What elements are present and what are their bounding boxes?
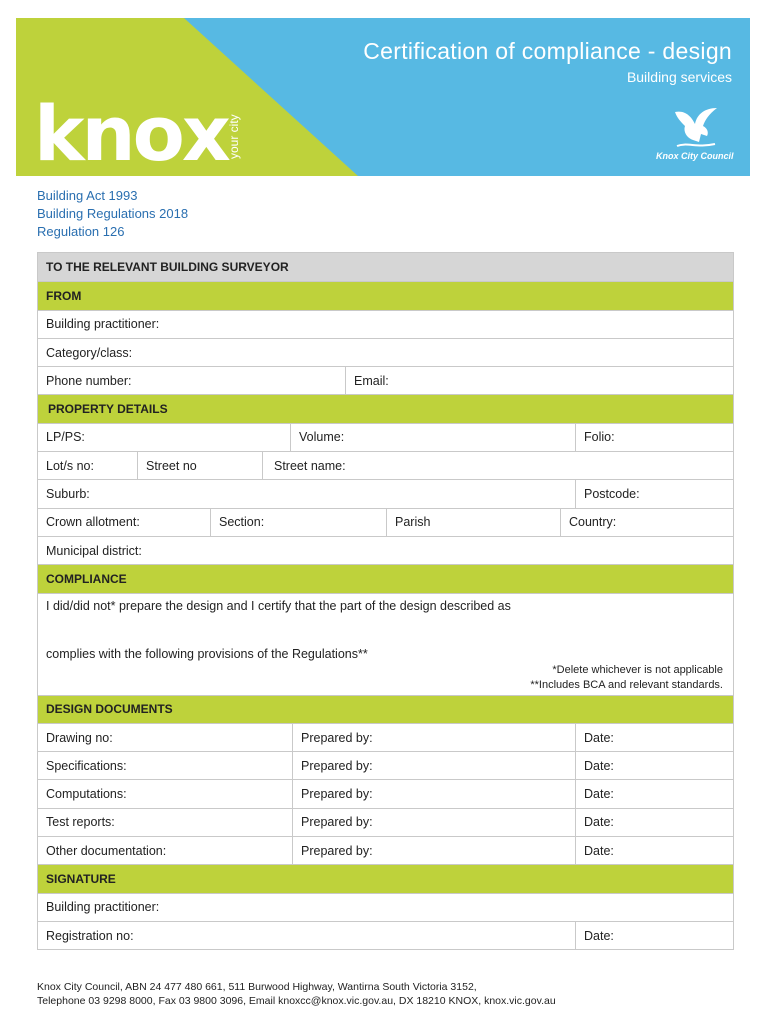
prepared-by-field[interactable]: Prepared by:	[292, 780, 575, 807]
from-header	[38, 281, 733, 309]
date-field[interactable]: Date:	[575, 780, 733, 807]
section-heading: FROM	[46, 288, 82, 303]
municipal-field[interactable]: Municipal district:	[46, 543, 142, 558]
street-name-field[interactable]: Street name:	[262, 452, 733, 479]
section-heading: COMPLIANCE	[46, 571, 127, 586]
country-field[interactable]: Country:	[560, 509, 733, 536]
section-heading: TO THE RELEVANT BUILDING SURVEYOR	[46, 260, 289, 275]
postcode-field[interactable]: Postcode:	[575, 480, 733, 507]
prepared-by-field[interactable]: Prepared by:	[292, 809, 575, 836]
document-label-field[interactable]: Other documentation:	[46, 843, 167, 858]
certification-form	[37, 252, 734, 950]
crown-allotment-field[interactable]: Crown allotment:	[46, 515, 140, 530]
section-heading: DESIGN DOCUMENTS	[46, 702, 173, 717]
contact-row	[38, 366, 733, 394]
table-row	[38, 751, 733, 779]
legislation-item: Building Regulations 2018	[37, 206, 189, 221]
prepared-by-field[interactable]: Prepared by:	[292, 837, 575, 864]
property-header	[38, 394, 733, 422]
folio-field[interactable]: Folio:	[575, 424, 733, 451]
design-documents-header	[38, 695, 733, 723]
category-row	[38, 338, 733, 366]
table-row	[38, 836, 733, 864]
document-label-field[interactable]: Test reports:	[46, 815, 115, 830]
parish-field[interactable]: Parish	[386, 509, 560, 536]
eagle-icon	[671, 104, 721, 150]
registration-row	[38, 921, 733, 949]
compliance-text: I did/did not* prepare the design and I certify that the part of the design described as	[46, 598, 511, 613]
to-surveyor-header	[38, 253, 733, 281]
legislation-item: Building Act 1993	[37, 188, 138, 203]
street-no-field[interactable]: Street no	[137, 452, 262, 479]
date-field[interactable]: Date:	[575, 837, 733, 864]
crown-row	[38, 508, 733, 536]
legislation-item: Regulation 126	[37, 224, 125, 239]
prepared-by-field[interactable]: Prepared by:	[292, 752, 575, 779]
suburb-row	[38, 479, 733, 507]
lots-field[interactable]: Lot/s no:	[46, 458, 94, 473]
suburb-field[interactable]: Suburb:	[46, 487, 90, 502]
section-heading: PROPERTY DETAILS	[48, 402, 168, 417]
footnote: *Delete whichever is not applicable	[552, 663, 723, 676]
compliance-header	[38, 564, 733, 592]
lp-ps-field[interactable]: LP/PS:	[46, 430, 85, 445]
footer-line: Knox City Council, ABN 24 477 480 661, 511 Burwood Highway, Wantirna South Victoria 3152,	[37, 981, 477, 993]
signature-header	[38, 864, 733, 892]
phone-field[interactable]: Phone number:	[46, 373, 132, 388]
council-name: Knox City Council	[656, 151, 734, 161]
footer-line: Telephone 03 9298 8000, Fax 03 9800 3096, Email knoxcc@knox.vic.gov.au, DX 18210 KNOX, knox.vic.gov.au	[37, 995, 556, 1007]
footnote: **Includes BCA and relevant standards.	[530, 678, 723, 691]
registration-field[interactable]: Registration no:	[46, 928, 134, 943]
date-field[interactable]: Date:	[575, 752, 733, 779]
signature-practitioner-field[interactable]: Building practitioner:	[46, 900, 160, 915]
knox-logo: knox	[34, 89, 228, 176]
legislation-list	[37, 187, 188, 241]
document-label-field[interactable]: Specifications:	[46, 758, 127, 773]
compliance-text: complies with the following provisions of the Regulations**	[46, 646, 368, 661]
practitioner-row	[38, 310, 733, 338]
volume-field[interactable]: Volume:	[290, 424, 575, 451]
compliance-statement[interactable]	[38, 593, 733, 695]
document-label-field[interactable]: Drawing no:	[46, 730, 113, 745]
page-title: Certification of compliance - design	[363, 38, 732, 64]
footer-contact	[37, 980, 556, 1008]
section-heading: SIGNATURE	[46, 871, 116, 886]
email-field[interactable]: Email:	[345, 367, 733, 394]
header-banner	[16, 18, 750, 176]
signature-row	[38, 893, 733, 921]
page-subtitle: Building services	[626, 69, 732, 85]
municipal-row	[38, 536, 733, 564]
address-row	[38, 451, 733, 479]
signature-date-field[interactable]: Date:	[575, 922, 733, 949]
document-label-field[interactable]: Computations:	[46, 787, 127, 802]
table-row	[38, 723, 733, 751]
date-field[interactable]: Date:	[575, 809, 733, 836]
logo-tagline: your city	[227, 114, 241, 159]
practitioner-field[interactable]: Building practitioner:	[46, 317, 160, 332]
date-field[interactable]: Date:	[575, 724, 733, 751]
section-field[interactable]: Section:	[210, 509, 386, 536]
table-row	[38, 779, 733, 807]
title-row	[38, 423, 733, 451]
prepared-by-field[interactable]: Prepared by:	[292, 724, 575, 751]
category-field[interactable]: Category/class:	[46, 345, 133, 360]
table-row	[38, 808, 733, 836]
